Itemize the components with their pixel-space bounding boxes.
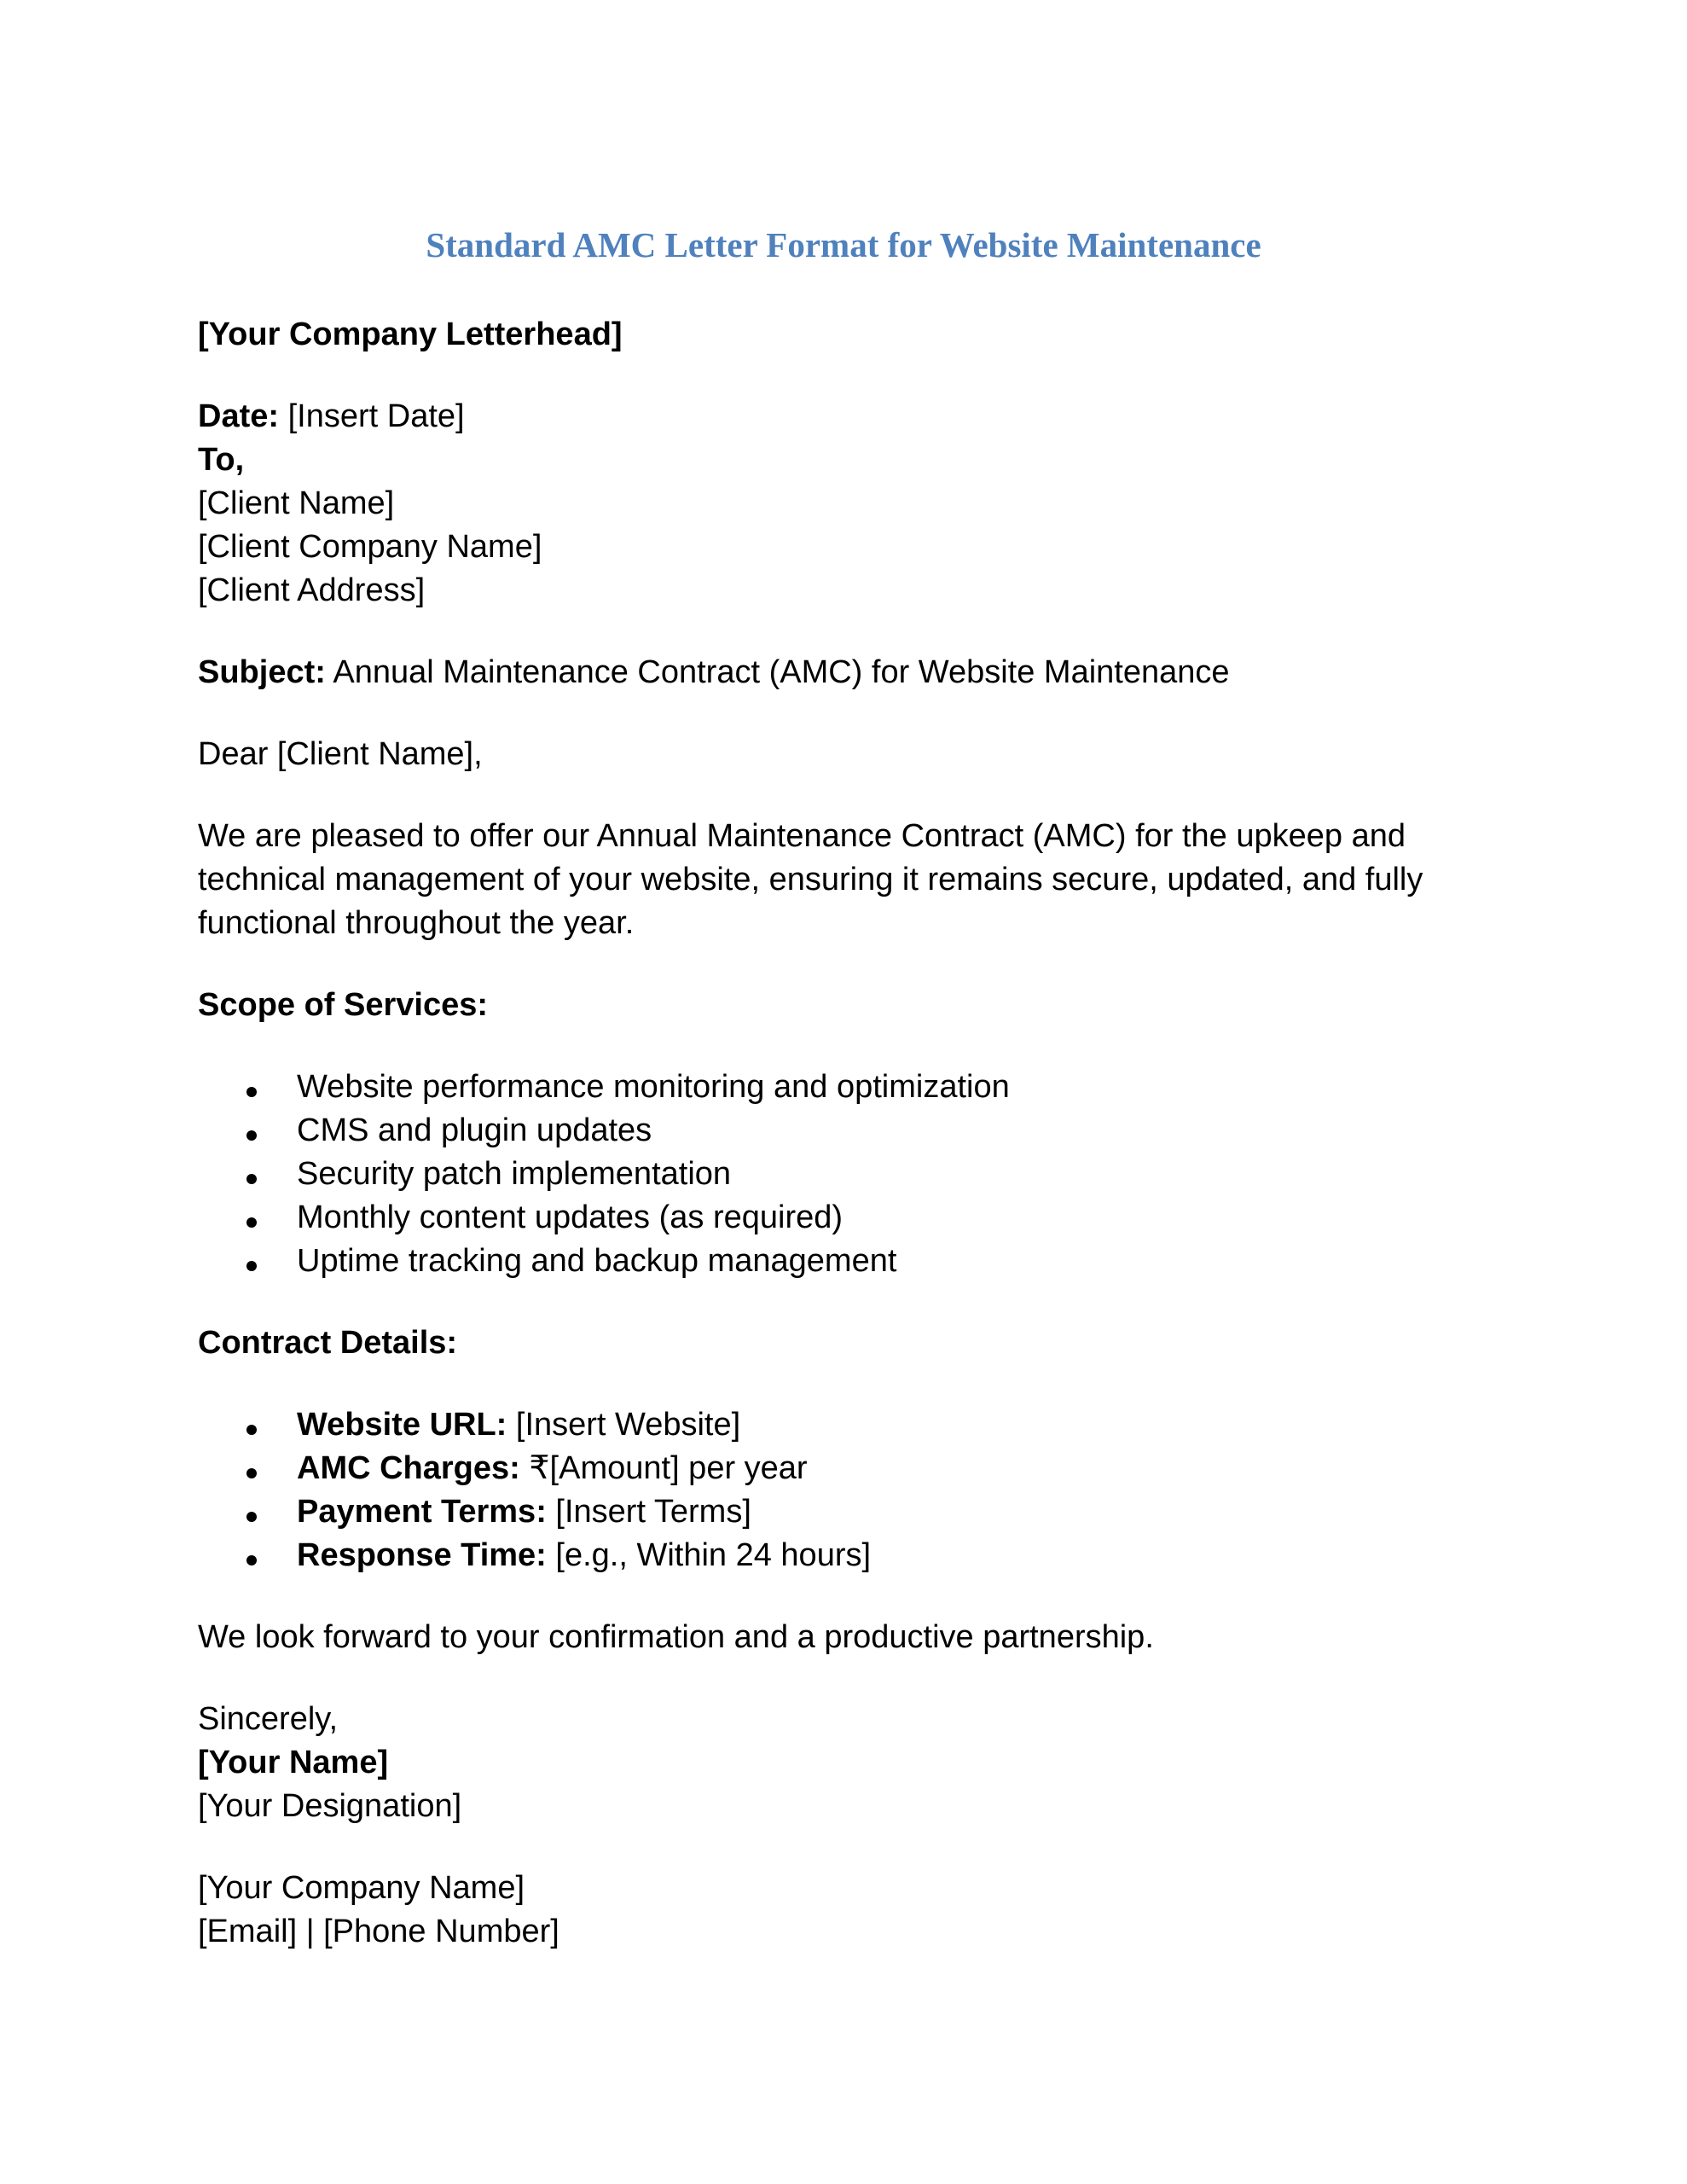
contract-item-website-url: [297, 1403, 740, 1447]
contract-heading: Contract Details:: [198, 1325, 458, 1361]
date-line: [198, 394, 465, 439]
signoff-company: [Your Company Name]: [198, 1870, 525, 1906]
contract-item-value: [Insert Terms]: [555, 1494, 751, 1530]
contract-item-value: [e.g., Within 24 hours]: [555, 1537, 872, 1573]
page-title: Standard AMC Letter Format for Website Maintenance: [426, 225, 1261, 264]
signoff-closing: Sincerely,: [198, 1701, 339, 1737]
contract-item-label: Payment Terms:: [297, 1494, 547, 1530]
subject-line: [198, 650, 1230, 694]
intro-line: functional throughout the year.: [198, 905, 635, 941]
bullet-icon: [246, 1130, 257, 1141]
bullet-icon: [246, 1261, 257, 1271]
date-label: Date:: [198, 398, 280, 434]
closing-sentence: We look forward to your confirmation and a productive partnership.: [198, 1619, 1154, 1655]
contract-item-label: Response Time:: [297, 1537, 547, 1573]
bullet-icon: [246, 1217, 257, 1228]
bullet-icon: [246, 1087, 257, 1097]
contract-item-value: [Insert Website]: [515, 1407, 741, 1443]
bullet-icon: [246, 1468, 257, 1478]
intro-line: technical management of your website, ensuring it remains secure, updated, and fully: [198, 862, 1423, 897]
bullet-icon: [246, 1555, 257, 1565]
signoff-designation: [Your Designation]: [198, 1788, 462, 1824]
date-value: [Insert Date]: [287, 398, 465, 434]
bullet-icon: [246, 1425, 257, 1435]
contract-item-response-time: [297, 1533, 871, 1577]
contract-item-amc-charges: [297, 1446, 808, 1490]
recipient-company: [Client Company Name]: [198, 529, 542, 565]
scope-item: Website performance monitoring and optimization: [297, 1069, 1010, 1105]
to-label: To,: [198, 442, 245, 478]
bullet-icon: [246, 1512, 257, 1522]
signoff-name: [Your Name]: [198, 1745, 389, 1780]
scope-item: CMS and plugin updates: [297, 1112, 652, 1148]
contract-item-payment-terms: [297, 1490, 751, 1534]
recipient-name: [Client Name]: [198, 485, 395, 521]
contract-item-label: AMC Charges:: [297, 1450, 520, 1486]
scope-item: Security patch implementation: [297, 1156, 732, 1192]
subject-value: Annual Maintenance Contract (AMC) for Website Maintenance: [333, 654, 1230, 690]
scope-item: Uptime tracking and backup management: [297, 1243, 897, 1279]
bullet-icon: [246, 1174, 257, 1184]
salutation: Dear [Client Name],: [198, 736, 483, 772]
scope-heading: Scope of Services:: [198, 987, 489, 1023]
subject-label: Subject:: [198, 654, 326, 690]
letterhead: [Your Company Letterhead]: [198, 317, 623, 352]
recipient-address: [Client Address]: [198, 572, 426, 608]
scope-item: Monthly content updates (as required): [297, 1199, 844, 1235]
contract-item-label: Website URL:: [297, 1407, 507, 1443]
contract-item-value: ₹[Amount] per year: [529, 1450, 808, 1486]
intro-line: We are pleased to offer our Annual Maintenance Contract (AMC) for the upkeep and: [198, 818, 1406, 854]
signoff-contact: [Email] | [Phone Number]: [198, 1914, 559, 1949]
